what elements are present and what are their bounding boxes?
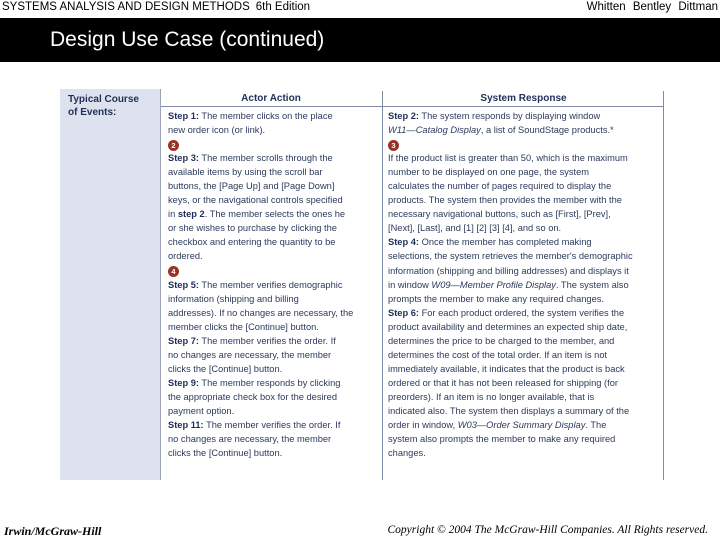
text-run: immediately available, it indicates that the product is back <box>388 363 625 374</box>
system-response-line <box>388 418 662 432</box>
actor-action-line <box>168 446 380 460</box>
actor-action-line <box>168 432 380 446</box>
actor-action-line <box>168 235 380 249</box>
text-run: The member verifies demographic <box>199 279 343 290</box>
text-run: no changes are necessary, the member <box>168 349 332 360</box>
text-run: The member verifies the order. If <box>199 335 336 346</box>
actor-action-line <box>168 306 380 320</box>
text-run: . The member selects the ones he <box>204 209 346 220</box>
text-run: The system responds by displaying window <box>419 111 601 121</box>
system-response-line <box>388 264 662 278</box>
system-response-column <box>388 109 662 460</box>
text-run: For each product ordered, the system verifies the <box>419 307 625 318</box>
system-response-line <box>388 207 662 221</box>
system-response-line <box>388 390 662 404</box>
use-case-table <box>60 89 664 480</box>
table-header-row <box>161 91 664 107</box>
text-run: The member scrolls through the <box>199 153 333 164</box>
book-title <box>2 0 310 14</box>
window-name: W11—Catalog Display <box>388 125 481 136</box>
text-run: The member clicks on the place <box>199 111 333 121</box>
system-response-line <box>388 109 662 123</box>
system-response-line <box>388 362 662 376</box>
actor-action-line <box>168 137 380 151</box>
typical-course-label-line1: Typical Course <box>68 94 139 105</box>
actor-action-line <box>168 249 380 263</box>
step-number-badge: 2 <box>168 140 179 151</box>
actor-action-line <box>168 334 380 348</box>
text-run: indicated also. The system then displays a summary of the <box>388 405 630 416</box>
actor-action-line <box>168 348 380 362</box>
typical-course-label-line2: of Events: <box>68 107 117 118</box>
text-run: determines the cost of the total order. If an item is not <box>388 349 608 360</box>
typical-course-label <box>68 93 139 119</box>
text-run: addresses). If no changes are necessary, the <box>168 307 354 318</box>
system-response-line <box>388 137 662 151</box>
slide-title: Design Use Case (continued) <box>50 28 325 51</box>
authors: Whitten Bentley Dittman <box>586 1 718 13</box>
text-run: product availability and determines an expected ship date, <box>388 321 628 332</box>
actor-action-line <box>168 320 380 334</box>
system-response-line <box>388 334 662 348</box>
step-label: Step 3: <box>168 153 199 164</box>
actor-action-line <box>168 404 380 418</box>
text-run: information (shipping and billing <box>168 293 299 304</box>
text-run: The member responds by clicking <box>199 377 341 388</box>
header-bar <box>0 0 720 18</box>
actor-action-line <box>168 179 380 193</box>
actor-action-column <box>168 109 380 460</box>
step-label: Step 4: <box>388 237 419 248</box>
copyright: Copyright © 2004 The McGraw-Hill Companies. All Rights reserved. <box>387 524 708 536</box>
actor-action-line <box>168 109 380 123</box>
text-run: payment option. <box>168 405 235 416</box>
text-run: available items by using the scroll bar <box>168 167 323 178</box>
system-response-line <box>388 404 662 418</box>
table-right-border <box>663 91 664 480</box>
step-label: Step 2: <box>388 111 419 121</box>
actor-action-line <box>168 278 380 292</box>
text-run: system also prompts the member to make any required <box>388 434 616 445</box>
edition: 6th Edition <box>255 1 311 13</box>
system-response-line <box>388 193 662 207</box>
text-run: calculates the number of pages required to display the <box>388 181 612 192</box>
system-response-line <box>388 123 662 137</box>
text-run: prompts the member to make any required changes. <box>388 293 605 304</box>
system-response-line <box>388 235 662 249</box>
text-run: . The <box>585 420 607 431</box>
system-response-line <box>388 320 662 334</box>
system-response-line <box>388 165 662 179</box>
text-run: necessary navigational buttons, such as [First], [Prev], <box>388 209 611 220</box>
actor-action-line <box>168 292 380 306</box>
step-label: Step 6: <box>388 307 419 318</box>
actor-action-line <box>168 193 380 207</box>
text-run: Once the member has completed making <box>419 237 592 248</box>
title-bar <box>0 18 720 62</box>
typical-course-column <box>60 89 161 480</box>
system-response-line <box>388 432 662 446</box>
system-response-line <box>388 179 662 193</box>
text-run: preorders). If an item is no longer available, that is <box>388 391 595 402</box>
actor-action-line <box>168 123 380 137</box>
step-label: Step 9: <box>168 377 199 388</box>
text-run: information (shipping and billing addresses) and displays it <box>388 265 629 276</box>
text-run: If the product list is greater than 50, which is the maximum <box>388 153 628 164</box>
system-response-line <box>388 376 662 390</box>
text-run: , a list of SoundStage products.* <box>480 125 614 136</box>
system-response-line <box>388 306 662 320</box>
system-response-line <box>388 151 662 165</box>
text-run: member clicks the [Continue] button. <box>168 321 319 332</box>
system-response-header: System Response <box>480 93 567 104</box>
actor-action-line <box>168 418 380 432</box>
text-run: clicks the [Continue] button. <box>168 448 283 459</box>
system-response-line <box>388 249 662 263</box>
system-response-line <box>388 348 662 362</box>
system-response-line <box>388 221 662 235</box>
system-response-line <box>388 292 662 306</box>
system-response-line <box>388 278 662 292</box>
text-run: buttons, the [Page Up] and [Page Down] <box>168 181 335 192</box>
text-run: number to be displayed on one page, the system <box>388 167 590 178</box>
actor-action-line <box>168 165 380 179</box>
book-title-text: SYSTEMS ANALYSIS AND DESIGN METHODS <box>2 1 250 13</box>
text-run: order in window, <box>388 420 458 431</box>
text-run: changes. <box>388 448 426 459</box>
window-name: W09—Member Profile Display <box>431 279 556 290</box>
text-run: new order icon (or link). <box>168 125 266 136</box>
column-divider <box>382 91 383 480</box>
actor-action-line <box>168 221 380 235</box>
step-label: Step 1: <box>168 111 199 121</box>
actor-action-line <box>168 362 380 376</box>
publisher: Irwin/McGraw-Hill <box>4 524 102 538</box>
text-run: products. The system then provides the member with the <box>388 195 622 206</box>
text-run: [Next], [Last], and [1] [2] [3] [4], and so on. <box>388 223 562 234</box>
window-name: W03—Order Summary Display <box>457 420 586 431</box>
text-run: selections, the system retrieves the member's demographic <box>388 251 633 262</box>
text-run: keys, or the navigational controls specified <box>168 195 343 206</box>
actor-action-line <box>168 264 380 278</box>
text-run: ordered. <box>168 251 203 262</box>
step-label: Step 11: <box>168 420 204 431</box>
text-run: determines the price to be charged to the member, and <box>388 335 615 346</box>
actor-action-line <box>168 207 380 221</box>
actor-action-line <box>168 390 380 404</box>
actor-action-line <box>168 376 380 390</box>
text-run: clicks the [Continue] button. <box>168 363 283 374</box>
text-run: in window <box>388 279 432 290</box>
text-run: . The system also <box>555 279 629 290</box>
actor-action-line <box>168 151 380 165</box>
step-label: step 2 <box>177 209 205 220</box>
text-run: no changes are necessary, the member <box>168 434 332 445</box>
step-number-badge: 3 <box>388 140 399 151</box>
text-run: or she wishes to purchase by clicking the <box>168 223 337 234</box>
text-run: checkbox and entering the quantity to be <box>168 237 336 248</box>
step-label: Step 7: <box>168 335 199 346</box>
system-response-line <box>388 446 662 460</box>
text-run: in <box>168 209 178 220</box>
step-label: Step 5: <box>168 279 199 290</box>
text-run: The member verifies the order. If <box>203 420 341 431</box>
actor-action-header: Actor Action <box>241 93 301 104</box>
step-number-badge: 4 <box>168 266 179 277</box>
text-run: ordered or that it has not been released for shipping (for <box>388 377 618 388</box>
text-run: the appropriate check box for the desired <box>168 391 337 402</box>
